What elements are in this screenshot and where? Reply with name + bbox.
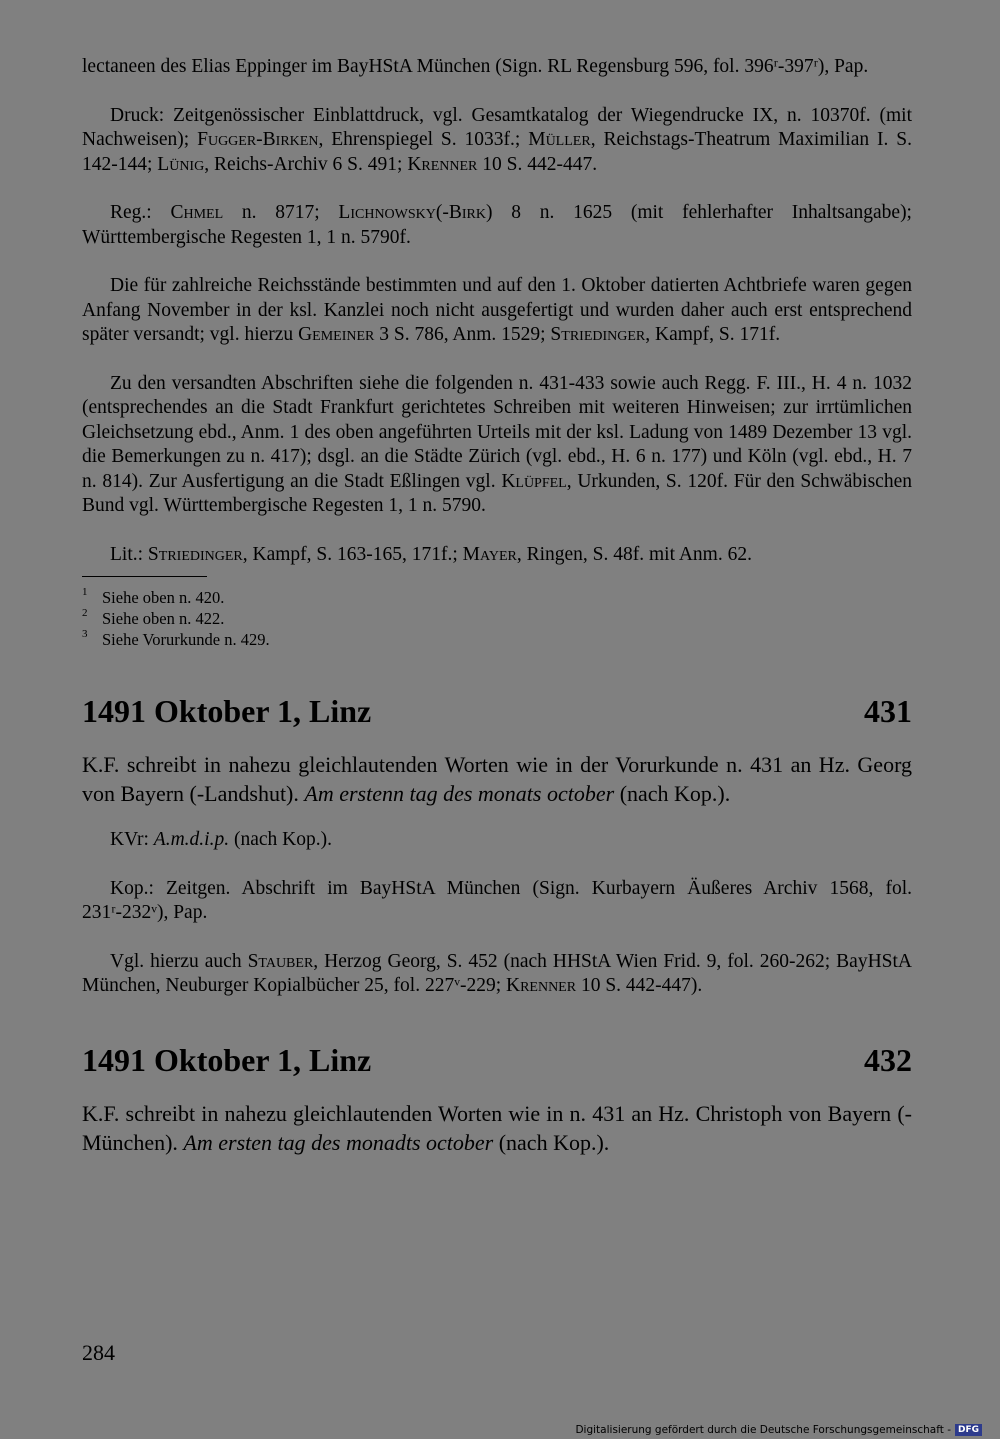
footnote: 3 Siehe Vorurkunde n. 429. (82, 628, 270, 649)
paragraph-lit: Lit.: Striedinger, Kampf, S. 163-165, 171f.; Mayer, Ringen, S. 48f. mit Anm. 62. (110, 543, 752, 565)
entry-vgl-431: Vgl. hierzu auch Stauber, Herzog Georg, S. 452 (nach HHStA Wien Frid. 9, fol. 260-262; BayHStA München, Neuburger Kopialbücher 25, fol. 227ᵛ-229; Krenner 10 S. 442-447). (82, 950, 912, 996)
entry-number: 432 (864, 1041, 912, 1078)
footnote: 1 Siehe oben n. 420. (82, 586, 225, 607)
entry-text-432: K.F. schreibt in nahezu gleichlautenden Worten wie in n. 431 an Hz. Christoph von Bayern (-München). Am ersten tag des monadts october (nach Kop.). (82, 1100, 912, 1155)
entry-date-place: 1491 Oktober 1, Linz (82, 1041, 372, 1078)
footer-credit (575, 1424, 982, 1436)
footer-text: Digitalisierung gefördert durch die Deutsche Forschungsgemeinschaft - (575, 1424, 951, 1436)
paragraph-continuation: lectaneen des Elias Eppinger im BayHStA München (Sign. RL Regensburg 596, fol. 396ʳ-397ʳ), Pap. (82, 56, 869, 77)
page-number: 284 (82, 1340, 115, 1365)
entry-text-431: K.F. schreibt in nahezu gleichlautenden Worten wie in der Vorurkunde n. 431 an Hz. Georg von Bayern (-Landshut). Am erstenn tag des monats october (nach Kop.). (82, 752, 912, 806)
page-content (82, 55, 912, 1157)
entry-kop-431: Kop.: Zeitgen. Abschrift im BayHStA München (Sign. Kurbayern Äußeres Archiv 1568, fol. 231ʳ-232ᵛ), Pap. (82, 877, 912, 923)
paragraph-druck: Druck: Zeitgenössischer Einblattdruck, vgl. Gesamtkatalog der Wiegendrucke IX, n. 10370f. (mit Nachweisen); Fugger-Birken, Ehrenspiegel S. 1033f.; Müller, Reichstags-Theatrum Maximilian I. S. 142-144; Lünig, Reichs-Archiv 6 S. 491; Krenner 10 S. 442-447. (82, 104, 913, 175)
paragraph-die: Die für zahlreiche Reichsstände bestimmten und auf den 1. Oktober datierten Achtbriefe waren gegen Anfang November in der ksl. Kanzlei noch nicht ausgefertigt und wurden daher auch erst entsprechend später versandt; vgl. hierzu Gemeiner 3 S. 786, Anm. 1529; Striedinger, Kampf, S. 171f. (82, 275, 912, 345)
entry-date-place: 1491 Oktober 1, Linz (82, 693, 372, 729)
entry-number: 431 (864, 693, 912, 729)
dfg-logo-icon: DFG (955, 1424, 982, 1436)
entry-heading-431 (82, 692, 912, 730)
entry-heading-432 (82, 1041, 912, 1079)
entry-kvr-431: KVr: A.m.d.i.p. (nach Kop.). (110, 829, 332, 850)
footnote-divider (82, 576, 207, 577)
paragraph-reg: Reg.: Chmel n. 8717; Lichnowsky(-Birk) 8 n. 1625 (mit fehlerhafter Inhaltsangabe); Württembergische Regesten 1, 1 n. 5790f. (82, 202, 912, 248)
paragraph-zu: Zu den versandten Abschriften siehe die folgenden n. 431-433 sowie auch Regg. F. III., H. 4 n. 1032 (entsprechendes an die Stadt Frankfurt gerichtetes Schreiben mit weiteren Hinweisen; zur irrtümlichen Gleichsetzung ebd., Anm. 1 des oben angeführten Urteils mit der ksl. Ladung von 1489 Dezember 13 vgl. die Bemerkungen zu n. 417); dsgl. an die Städte Zürich (vgl. ebd., H. 6 n. 177) und Köln (vgl. ebd., H. 7 n. 814). Zur Ausfertigung an die Stadt Eßlingen vgl. Klüpfel, Urkunden, S. 120f. Für den Schwäbischen Bund vgl. Württembergische Regesten 1, 1 n. 5790. (82, 372, 912, 516)
footnote: 2 Siehe oben n. 422. (82, 607, 225, 628)
